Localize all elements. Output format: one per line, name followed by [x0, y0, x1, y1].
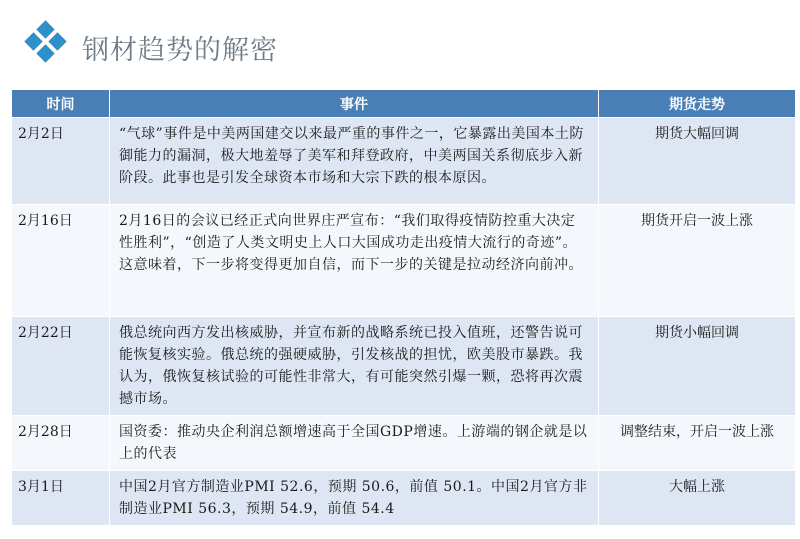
row-event [110, 471, 599, 526]
row-trend: 调整结束，开启一波上涨 [599, 416, 796, 471]
table-row [12, 205, 796, 317]
row-time: 2月22日 [12, 317, 110, 416]
slide-header [0, 0, 800, 86]
row-event [110, 317, 599, 416]
column-header-event: 事件 [110, 90, 599, 118]
row-trend: 期货大幅回调 [599, 118, 796, 205]
row-time: 2月2日 [12, 118, 110, 205]
table-row [12, 416, 796, 471]
event-paragraph: 2月16日的会议已经正式向世界庄严宣布：“我们取得疫情防控重大决定性胜利”，“创造了人类文明史上人口大国成功走出疫情大流行的奇迹”。 [119, 213, 577, 251]
event-paragraph: 中国2月官方制造业PMI 52.6，预期 50.6，前值 50.1。中国2月官方非制造业PMI 56.3，预期 54.9，前值 54.4 [119, 479, 588, 517]
event-paragraph: 国资委：推动央企利润总额增速高于全国GDP增速。上游端的钢企就是以上的代表 [119, 424, 588, 462]
event-paragraph: 这意味着，下一步将变得更加自信，而下一步的关键是拉动经济向前冲。 [119, 257, 583, 273]
row-event [110, 205, 599, 317]
event-paragraph: “气球”事件是中美两国建交以来最严重的事件之一，它暴露出美国本土防御能力的漏洞，极大地羞辱了美军和拜登政府，中美两国关系彻底步入新阶段。此事也是引发全球资本市场和大宗下跌的根本原因。 [119, 126, 584, 186]
table-row [12, 317, 796, 416]
diamond-cluster-logo-icon [20, 20, 72, 72]
column-header-trend: 期货走势 [599, 90, 796, 118]
row-time: 2月28日 [12, 416, 110, 471]
row-event [110, 416, 599, 471]
row-time: 2月16日 [12, 205, 110, 317]
column-header-time: 时间 [12, 90, 110, 118]
page-title: 钢材趋势的解密 [82, 35, 278, 66]
row-event [110, 118, 599, 205]
table-row [12, 471, 796, 526]
events-table [11, 89, 796, 526]
table-row [12, 118, 796, 205]
row-time: 3月1日 [12, 471, 110, 526]
row-trend: 期货开启一波上涨 [599, 205, 796, 317]
row-trend: 期货小幅回调 [599, 317, 796, 416]
table-header-row [12, 90, 796, 118]
event-paragraph: 俄总统向西方发出核威胁，并宣布新的战略系统已投入值班，还警告说可能恢复核实验。俄总统的强硬威胁，引发核战的担忧，欧美股市暴跌。我认为，俄恢复核试验的可能性非常大，有可能突然引爆一颗，恐将再次震撼市场。 [119, 325, 583, 407]
row-trend: 大幅上涨 [599, 471, 796, 526]
